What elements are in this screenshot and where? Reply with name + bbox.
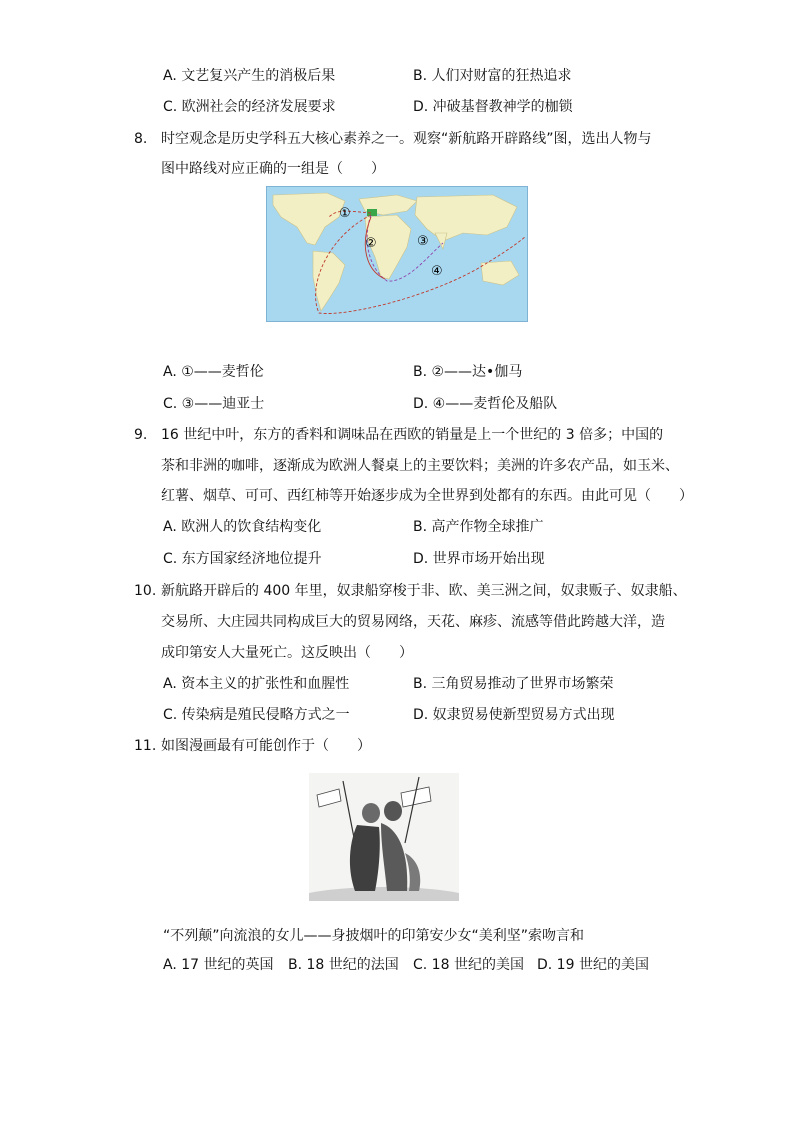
q7-option-c[interactable]: C. 欧洲社会的经济发展要求 (163, 99, 336, 115)
q9-option-c[interactable]: C. 东方国家经济地位提升 (163, 551, 322, 567)
q10-stem-line3: 成印第安人大量死亡。这反映出（ ） (161, 645, 413, 661)
q8-option-c[interactable]: C. ③——迪亚士 (163, 396, 265, 412)
q10-number: 10. (134, 583, 157, 599)
q10-stem-line1: 新航路开辟后的 400 年里，奴隶船穿梭于非、欧、美三洲之间，奴隶贩子、奴隶船、 (161, 583, 687, 599)
map-marker-2: ② (365, 236, 377, 251)
q9-stem-line1: 16 世纪中叶，东方的香料和调味品在西欧的销量是上一个世纪的 3 倍多；中国的 (161, 427, 664, 443)
map-marker-4: ④ (431, 264, 443, 279)
q7-option-d[interactable]: D. 冲破基督教神学的枷锁 (413, 99, 573, 115)
q8-stem-line2: 图中路线对应正确的一组是（ ） (161, 161, 385, 177)
q10-option-a[interactable]: A. 资本主义的扩张性和血腥性 (163, 676, 350, 692)
map-drawing (267, 187, 527, 321)
q7-option-a[interactable]: A. 文艺复兴产生的消极后果 (163, 68, 336, 84)
q8-number: 8. (134, 131, 148, 147)
q10-stem-line2: 交易所、大庄园共同构成巨大的贸易网络，天花、麻疹、流感等借此跨越大洋，造 (161, 614, 665, 630)
q10-option-b[interactable]: B. 三角贸易推动了世界市场繁荣 (413, 676, 614, 692)
q10-option-c[interactable]: C. 传染病是殖民侵略方式之一 (163, 707, 350, 723)
political-cartoon (309, 773, 459, 901)
q11-option-d[interactable]: D. 19 世纪的美国 (537, 957, 649, 973)
q9-stem-line3: 红薯、烟草、可可、西红柿等开始逐步成为全世界到处都有的东西。由此可见（ ） (161, 488, 693, 504)
q8-option-b[interactable]: B. ②——达•伽马 (413, 364, 523, 380)
q9-option-d[interactable]: D. 世界市场开始出现 (413, 551, 545, 567)
cartoon-caption: “不列颠”向流浪的女儿——身披烟叶的印第安少女“美利坚”索吻言和 (163, 928, 585, 944)
q9-option-a[interactable]: A. 欧洲人的饮食结构变化 (163, 519, 322, 535)
q11-stem-line1: 如图漫画最有可能创作于（ ） (161, 738, 371, 754)
q10-option-d[interactable]: D. 奴隶贸易使新型贸易方式出现 (413, 707, 615, 723)
new-sea-routes-map (266, 186, 528, 322)
q8-stem-line1: 时空观念是历史学科五大核心素养之一。观察“新航路开辟路线”图，选出人物与 (161, 131, 652, 147)
q7-option-b[interactable]: B. 人们对财富的狂热追求 (413, 68, 572, 84)
q11-option-c[interactable]: C. 18 世纪的美国 (413, 957, 524, 973)
q11-number: 11. (134, 738, 157, 754)
cartoon-drawing (309, 773, 459, 901)
map-marker-3: ③ (417, 234, 429, 249)
q11-option-b[interactable]: B. 18 世纪的法国 (288, 957, 399, 973)
q9-option-b[interactable]: B. 高产作物全球推广 (413, 519, 544, 535)
map-marker-1: ① (339, 206, 351, 221)
q11-option-a[interactable]: A. 17 世纪的英国 (163, 957, 274, 973)
q8-option-d[interactable]: D. ④——麦哲伦及船队 (413, 396, 558, 412)
q8-option-a[interactable]: A. ①——麦哲伦 (163, 364, 264, 380)
q9-stem-line2: 茶和非洲的咖啡，逐渐成为欧洲人餐桌上的主要饮料；美洲的许多农产品，如玉米、 (161, 458, 679, 474)
q9-number: 9. (134, 427, 148, 443)
